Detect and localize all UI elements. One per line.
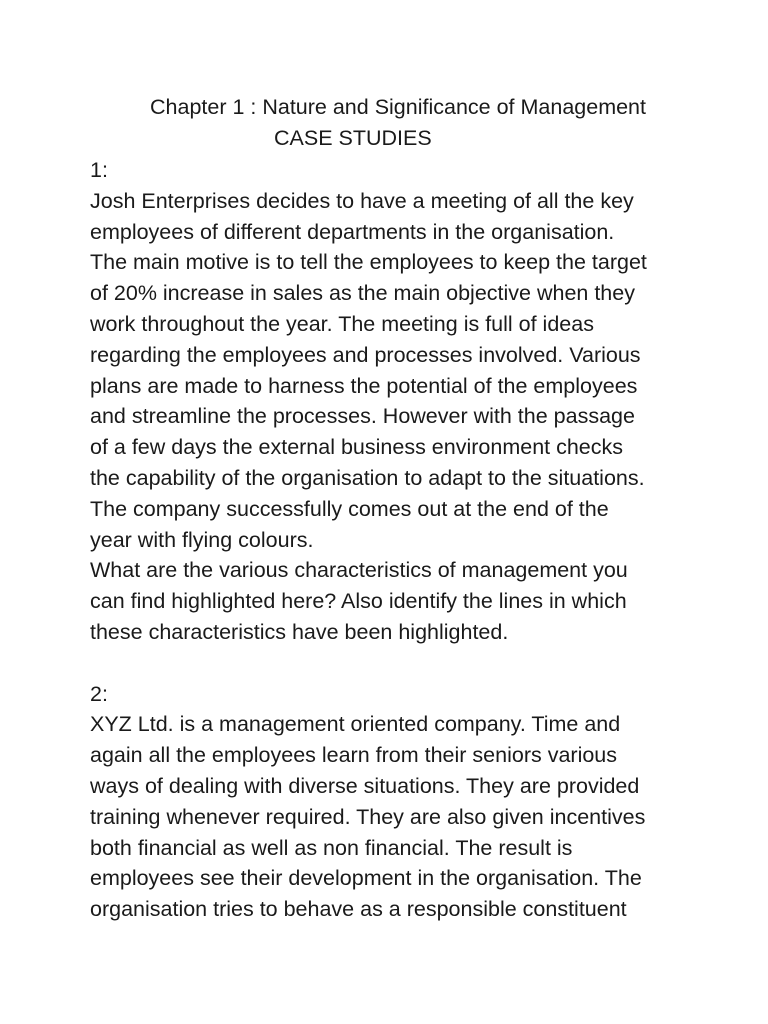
case-text-line: of 20% increase in sales as the main objective when they [90,281,635,306]
case-text-line: regarding the employees and processes involved. Various [90,342,641,367]
case-text-line: The company successfully comes out at the end of the [90,496,609,521]
paragraph-spacer [90,648,690,679]
case-question-line: can find highlighted here? Also identify the lines in which [90,589,627,614]
case-number: 1: [90,158,108,182]
case-text-line: employees see their development in the organisation. The [90,866,642,891]
case-text-line: and streamline the processes. However with the passage [90,404,635,429]
case-text-line: The main motive is to tell the employees to keep the target [90,250,647,275]
case-number: 2: [90,681,108,706]
case-text-line: the capability of the organisation to adapt to the situations. [90,465,645,490]
case-text-line: employees of different departments in the organisation. [90,219,615,244]
chapter-title: Chapter 1 : Nature and Significance of Management [150,95,646,119]
document-body [90,155,690,925]
case-text-line: both financial as well as non financial. The result is [90,835,573,860]
case-text-line: ways of dealing with diverse situations. They are provided [90,773,640,798]
case-text-line: organisation tries to behave as a responsible constituent [90,897,627,922]
case-question-line: What are the various characteristics of management you [90,558,628,583]
case-text-line: year with flying colours. [90,527,314,552]
case-text-line: again all the employees learn from their seniors various [90,743,618,768]
case-text-line: training whenever required. They are also given incentives [90,804,646,829]
case-text-line: of a few days the external business environment checks [90,435,624,460]
case-text-line: plans are made to harness the potential of the employees [90,373,638,398]
case-question-line: these characteristics have been highlighted. [90,619,509,644]
case-text-line: XYZ Ltd. is a management oriented company. Time and [90,712,621,737]
section-heading: CASE STUDIES [274,126,432,150]
case-text-line: Josh Enterprises decides to have a meeting of all the key [90,188,634,213]
case-text-line: work throughout the year. The meeting is full of ideas [90,311,594,336]
